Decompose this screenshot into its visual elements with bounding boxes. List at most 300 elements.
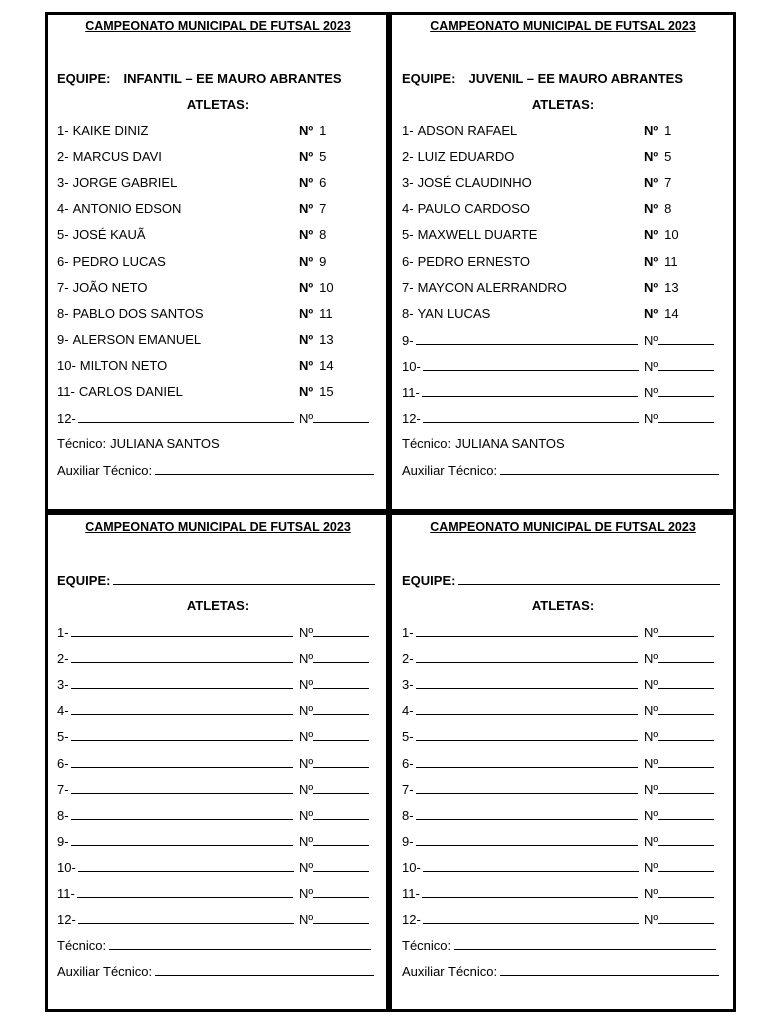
team-line <box>402 572 720 588</box>
number-label: Nº <box>644 886 659 901</box>
athlete-number <box>299 306 333 321</box>
athlete-name: MILTON NETO <box>79 357 168 373</box>
number-label: Nº <box>644 253 659 269</box>
athlete-name-blank[interactable] <box>71 833 293 846</box>
athlete-number <box>644 149 671 164</box>
athlete-index: 9- <box>402 332 414 348</box>
athlete-name-blank[interactable] <box>423 410 639 423</box>
number-label: Nº <box>644 279 659 295</box>
athlete-name-blank[interactable] <box>416 728 638 741</box>
athlete-index: 2- <box>57 651 69 667</box>
athlete-name: YAN LUCAS <box>417 305 491 321</box>
athlete-index: 12- <box>57 912 76 928</box>
athlete-index: 1- <box>402 625 414 640</box>
coach-blank-line[interactable] <box>454 937 716 950</box>
athlete-number <box>644 807 714 823</box>
athlete-number <box>644 755 714 771</box>
number-blank[interactable] <box>313 885 369 898</box>
number-blank[interactable] <box>658 859 714 872</box>
team-card <box>402 513 734 1009</box>
athlete-name: MAXWELL DUARTE <box>417 227 538 243</box>
athlete-number <box>644 781 714 797</box>
athlete-number <box>644 175 671 190</box>
number-blank[interactable] <box>658 833 714 846</box>
athlete-row <box>57 728 293 744</box>
athlete-number <box>299 280 334 295</box>
athlete-row <box>57 332 201 347</box>
number-label: Nº <box>299 411 314 427</box>
athlete-number <box>299 201 326 216</box>
number-label: Nº <box>644 625 659 640</box>
number-value: 7 <box>664 175 672 191</box>
number-label: Nº <box>299 912 314 928</box>
team-line <box>57 71 342 86</box>
number-blank[interactable] <box>658 676 714 689</box>
athlete-number <box>644 227 679 242</box>
athlete-number <box>299 358 334 373</box>
athlete-row <box>57 201 181 216</box>
athlete-index: 9- <box>57 331 69 347</box>
athlete-row <box>57 833 293 849</box>
athlete-row <box>402 624 638 640</box>
assistant-label: Auxiliar Técnico: <box>402 964 498 980</box>
number-blank[interactable] <box>313 624 369 637</box>
number-blank[interactable] <box>313 911 369 924</box>
athlete-index: 3- <box>57 175 69 191</box>
athlete-number <box>644 201 671 216</box>
number-label: Nº <box>299 703 314 719</box>
athlete-row <box>402 911 639 927</box>
athlete-row <box>402 702 638 718</box>
number-label: Nº <box>299 859 314 875</box>
athlete-row <box>402 254 530 269</box>
athlete-row <box>57 306 204 321</box>
athlete-row <box>57 650 293 666</box>
number-label: Nº <box>644 175 659 191</box>
athlete-row <box>402 358 639 374</box>
athlete-index: 8- <box>402 807 414 823</box>
athlete-number <box>299 911 369 927</box>
assistant-coach-line <box>57 963 374 979</box>
athlete-row <box>402 781 638 797</box>
athlete-row <box>402 728 638 744</box>
athlete-name: JOSÉ KAUÃ <box>72 227 146 243</box>
number-label: Nº <box>299 886 314 901</box>
number-value: 11 <box>664 253 678 269</box>
number-blank[interactable] <box>313 728 369 741</box>
number-value: 1 <box>664 123 672 138</box>
athlete-name-blank[interactable] <box>71 702 293 715</box>
athlete-name: JOSÉ CLAUDINHO <box>417 175 532 191</box>
number-value: 13 <box>319 331 334 347</box>
number-value: 1 <box>319 123 327 138</box>
number-blank[interactable] <box>313 676 369 689</box>
assistant-blank-line[interactable] <box>155 462 374 475</box>
athlete-name-blank[interactable] <box>78 410 294 423</box>
athlete-index: 3- <box>402 175 414 191</box>
card-title: CAMPEONATO MUNICIPAL DE FUTSAL 2023 <box>85 520 351 534</box>
athlete-row <box>402 859 639 875</box>
team-card <box>57 12 389 508</box>
number-label: Nº <box>644 123 659 138</box>
athlete-name-blank[interactable] <box>71 807 293 820</box>
athlete-number <box>299 332 334 347</box>
coach-line <box>402 436 565 451</box>
number-blank[interactable] <box>658 755 714 768</box>
athlete-index: 3- <box>57 677 69 693</box>
athlete-number <box>299 175 326 190</box>
assistant-blank-line[interactable] <box>500 963 719 976</box>
number-blank[interactable] <box>313 781 369 794</box>
athlete-row <box>57 254 166 269</box>
athlete-name-blank[interactable] <box>423 859 639 872</box>
athlete-row <box>57 781 293 797</box>
athlete-number <box>299 384 334 399</box>
assistant-blank-line[interactable] <box>500 462 719 475</box>
number-label: Nº <box>644 332 659 348</box>
athlete-row <box>57 227 146 242</box>
athlete-index: 8- <box>402 305 414 321</box>
athlete-index: 12- <box>402 411 421 427</box>
number-label: Nº <box>644 859 659 875</box>
number-blank[interactable] <box>313 410 369 423</box>
athlete-name: PAULO CARDOSO <box>417 201 531 217</box>
athlete-name-blank[interactable] <box>416 624 638 637</box>
athlete-name-blank[interactable] <box>423 911 639 924</box>
athlete-row <box>402 755 638 771</box>
athlete-index: 5- <box>402 227 414 243</box>
athlete-number <box>299 885 369 901</box>
athlete-index: 10- <box>57 859 76 875</box>
number-blank[interactable] <box>658 781 714 794</box>
athlete-index: 2- <box>402 651 414 667</box>
number-label: Nº <box>299 807 314 823</box>
athlete-name: PABLO DOS SANTOS <box>72 305 204 321</box>
athlete-number <box>299 410 369 426</box>
number-value: 11 <box>319 305 333 321</box>
team-blank-line[interactable] <box>458 572 720 585</box>
number-label: Nº <box>644 651 659 667</box>
athlete-row <box>57 123 148 138</box>
number-label: Nº <box>299 651 314 667</box>
athlete-index: 8- <box>57 305 69 321</box>
athlete-row <box>57 384 183 399</box>
number-label: Nº <box>299 677 314 693</box>
athlete-name-blank[interactable] <box>78 911 294 924</box>
number-label: Nº <box>299 201 314 217</box>
number-blank[interactable] <box>658 911 714 924</box>
number-label: Nº <box>299 305 314 321</box>
athlete-index: 11- <box>402 886 420 901</box>
number-label: Nº <box>644 677 659 693</box>
athlete-index: 10- <box>402 859 421 875</box>
athlete-number <box>299 676 369 692</box>
athlete-number <box>644 859 714 875</box>
athlete-name-blank[interactable] <box>416 833 638 846</box>
athlete-index: 10- <box>402 358 421 374</box>
athlete-row <box>402 332 638 348</box>
number-blank[interactable] <box>658 728 714 741</box>
athlete-name-blank[interactable] <box>71 728 293 741</box>
athlete-name: KAIKE DINIZ <box>72 123 149 138</box>
athlete-row <box>57 702 293 718</box>
number-label: Nº <box>299 781 314 797</box>
athlete-name-blank[interactable] <box>71 624 293 637</box>
athlete-index: 5- <box>57 227 69 243</box>
athlete-index: 4- <box>57 201 69 217</box>
athlete-name-blank[interactable] <box>71 676 293 689</box>
number-label: Nº <box>644 227 659 243</box>
athlete-row <box>402 280 567 295</box>
athlete-number <box>644 358 714 374</box>
number-label: Nº <box>299 123 314 138</box>
athlete-index: 1- <box>57 625 69 640</box>
athlete-name: JORGE GABRIEL <box>72 175 178 191</box>
number-blank[interactable] <box>658 410 714 423</box>
coach-line <box>57 436 220 451</box>
athlete-row <box>57 911 294 927</box>
number-label: Nº <box>644 755 659 771</box>
athlete-name-blank[interactable] <box>422 885 638 898</box>
athlete-name: MAYCON ALERRANDRO <box>417 279 567 295</box>
number-value: 8 <box>319 227 327 243</box>
number-label: Nº <box>644 703 659 719</box>
athlete-index: 7- <box>57 781 69 797</box>
athlete-index: 7- <box>57 279 69 295</box>
athlete-name-blank[interactable] <box>77 885 293 898</box>
assistant-coach-line <box>402 462 719 478</box>
number-label: Nº <box>299 175 314 191</box>
athlete-name: MARCUS DAVI <box>72 149 162 165</box>
athlete-row <box>57 280 147 295</box>
athlete-index: 4- <box>57 703 69 719</box>
team-blank-line[interactable] <box>113 572 375 585</box>
athlete-number <box>299 859 369 875</box>
team-label: EQUIPE: <box>57 71 111 86</box>
athletes-heading: ATLETAS: <box>531 598 595 613</box>
athlete-name-blank[interactable] <box>423 358 639 371</box>
athlete-row <box>402 201 530 216</box>
number-blank[interactable] <box>313 702 369 715</box>
athlete-index: 11- <box>402 385 420 400</box>
athlete-row <box>402 149 514 164</box>
athlete-row <box>57 755 293 771</box>
athlete-row <box>402 807 638 823</box>
athlete-row <box>57 885 293 901</box>
coach-blank-line[interactable] <box>109 937 371 950</box>
athlete-number <box>644 728 714 744</box>
number-label: Nº <box>644 729 659 745</box>
number-label: Nº <box>644 149 659 165</box>
athlete-number <box>299 702 369 718</box>
athlete-number <box>299 728 369 744</box>
athlete-index: 6- <box>57 253 69 269</box>
number-label: Nº <box>644 912 659 928</box>
athlete-name-blank[interactable] <box>416 676 638 689</box>
athlete-index: 12- <box>402 912 421 928</box>
athlete-name: PEDRO ERNESTO <box>417 253 531 269</box>
number-value: 8 <box>664 201 672 217</box>
number-label: Nº <box>299 729 314 745</box>
athlete-row <box>402 175 532 190</box>
athlete-number <box>299 123 326 138</box>
athlete-name-blank[interactable] <box>416 650 638 663</box>
coach-line <box>402 937 716 953</box>
coach-name: JULIANA SANTOS <box>110 436 220 452</box>
number-value: 14 <box>319 357 334 373</box>
team-label: EQUIPE: <box>402 573 456 588</box>
team-label: EQUIPE: <box>57 573 111 588</box>
athlete-row <box>57 358 167 373</box>
athlete-name: ADSON RAFAEL <box>417 123 518 138</box>
athlete-number <box>299 781 369 797</box>
athlete-row <box>57 676 293 692</box>
assistant-blank-line[interactable] <box>155 963 374 976</box>
card-title: CAMPEONATO MUNICIPAL DE FUTSAL 2023 <box>430 19 696 33</box>
number-blank[interactable] <box>658 885 714 898</box>
athlete-number <box>644 676 714 692</box>
athlete-index: 2- <box>57 149 69 165</box>
athlete-row <box>57 859 294 875</box>
number-label: Nº <box>299 253 314 269</box>
assistant-label: Auxiliar Técnico: <box>402 463 498 479</box>
number-blank[interactable] <box>313 755 369 768</box>
athlete-name-blank[interactable] <box>416 755 638 768</box>
athlete-number <box>644 332 714 348</box>
athlete-name: PEDRO LUCAS <box>72 253 166 269</box>
number-value: 6 <box>319 175 327 191</box>
athlete-number <box>644 254 678 269</box>
athlete-name-blank[interactable] <box>71 781 293 794</box>
athlete-number <box>299 650 369 666</box>
coach-label: Técnico: <box>402 436 452 452</box>
athlete-name-blank[interactable] <box>78 859 294 872</box>
card-title: CAMPEONATO MUNICIPAL DE FUTSAL 2023 <box>430 520 696 534</box>
number-label: Nº <box>299 833 314 849</box>
athlete-row <box>402 410 639 426</box>
team-card <box>57 513 389 1009</box>
number-blank[interactable] <box>658 807 714 820</box>
number-blank[interactable] <box>658 358 714 371</box>
athlete-index: 5- <box>402 729 414 745</box>
athlete-number <box>299 149 326 164</box>
number-label: Nº <box>299 149 314 165</box>
athlete-row <box>57 149 162 164</box>
assistant-label: Auxiliar Técnico: <box>57 964 153 980</box>
athlete-name-blank[interactable] <box>416 332 638 345</box>
athlete-number <box>644 702 714 718</box>
athlete-index: 6- <box>57 755 69 771</box>
coach-line <box>57 937 371 953</box>
number-value: 5 <box>319 149 327 165</box>
number-blank[interactable] <box>313 833 369 846</box>
athlete-name-blank[interactable] <box>71 755 293 768</box>
number-label: Nº <box>299 331 314 347</box>
number-label: Nº <box>299 279 314 295</box>
number-blank[interactable] <box>658 702 714 715</box>
athletes-heading: ATLETAS: <box>531 97 595 112</box>
number-label: Nº <box>299 384 314 399</box>
athlete-name-blank[interactable] <box>416 702 638 715</box>
athlete-name-blank[interactable] <box>71 650 293 663</box>
athlete-row <box>402 650 638 666</box>
number-blank[interactable] <box>658 332 714 345</box>
number-label: Nº <box>299 227 314 243</box>
athlete-name-blank[interactable] <box>416 807 638 820</box>
assistant-coach-line <box>402 963 719 979</box>
number-value: 13 <box>664 279 679 295</box>
athlete-index: 6- <box>402 755 414 771</box>
athlete-index: 1- <box>57 123 69 138</box>
number-blank[interactable] <box>658 624 714 637</box>
athlete-number <box>644 885 714 901</box>
athlete-number <box>299 254 326 269</box>
athletes-heading: ATLETAS: <box>186 598 250 613</box>
athlete-name: ANTONIO EDSON <box>72 201 182 217</box>
number-blank[interactable] <box>313 807 369 820</box>
number-value: 10 <box>319 279 334 295</box>
athlete-name: LUIZ EDUARDO <box>417 149 515 165</box>
athlete-index: 11- <box>57 384 75 399</box>
athlete-name-blank[interactable] <box>416 781 638 794</box>
athlete-index: 4- <box>402 201 414 217</box>
team-card <box>402 12 734 508</box>
athlete-index: 6- <box>402 253 414 269</box>
number-label: Nº <box>644 305 659 321</box>
athlete-row <box>402 833 638 849</box>
coach-name: JULIANA SANTOS <box>455 436 565 452</box>
number-blank[interactable] <box>313 650 369 663</box>
athlete-index: 7- <box>402 279 414 295</box>
athlete-index: 10- <box>57 357 76 373</box>
team-name: INFANTIL – EE MAURO ABRANTES <box>123 71 342 86</box>
athlete-index: 3- <box>402 677 414 693</box>
athlete-index: 8- <box>57 807 69 823</box>
number-label: Nº <box>644 781 659 797</box>
number-blank[interactable] <box>313 859 369 872</box>
athlete-name: ALERSON EMANUEL <box>72 331 202 347</box>
athlete-number <box>299 833 369 849</box>
coach-label: Técnico: <box>57 938 107 954</box>
athlete-name-blank[interactable] <box>422 384 638 397</box>
team-name: JUVENIL – EE MAURO ABRANTES <box>468 71 684 86</box>
athlete-row <box>57 624 293 640</box>
number-label: Nº <box>299 755 314 771</box>
athlete-number <box>644 123 671 138</box>
athlete-row <box>402 676 638 692</box>
athlete-number <box>644 650 714 666</box>
number-label: Nº <box>644 358 659 374</box>
number-label: Nº <box>644 807 659 823</box>
athlete-number <box>299 227 326 242</box>
athlete-number <box>644 833 714 849</box>
athlete-number <box>299 807 369 823</box>
athletes-heading: ATLETAS: <box>186 97 250 112</box>
number-value: 5 <box>664 149 672 165</box>
athlete-number <box>299 624 369 640</box>
team-line <box>57 572 375 588</box>
number-label: Nº <box>644 201 659 217</box>
athlete-name: CARLOS DANIEL <box>78 384 183 399</box>
number-value: 14 <box>664 305 679 321</box>
number-blank[interactable] <box>658 384 714 397</box>
team-line <box>402 71 683 86</box>
athlete-index: 2- <box>402 149 414 165</box>
number-blank[interactable] <box>658 650 714 663</box>
athlete-index: 4- <box>402 703 414 719</box>
athlete-index: 9- <box>402 833 414 849</box>
athlete-number <box>644 624 714 640</box>
